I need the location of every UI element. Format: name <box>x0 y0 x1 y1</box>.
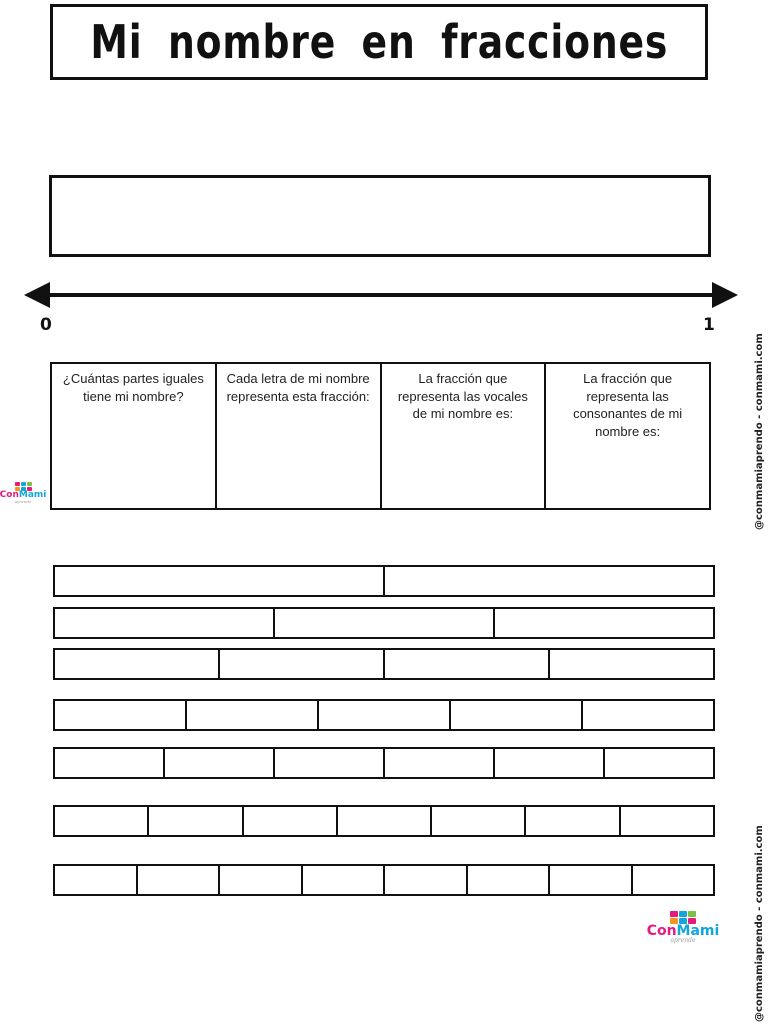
fraction-segment[interactable] <box>583 701 713 729</box>
fraction-segment[interactable] <box>165 749 275 777</box>
conmami-logo-left <box>0 481 47 504</box>
fraction-segment[interactable] <box>55 609 275 637</box>
fraction-segment[interactable] <box>385 749 495 777</box>
fraction-strip-eighths <box>53 864 715 896</box>
fraction-segment[interactable] <box>385 866 468 894</box>
logo-wordmark: ConMami <box>646 923 720 939</box>
fraction-segment[interactable] <box>220 650 385 678</box>
fraction-segment[interactable] <box>550 650 713 678</box>
fraction-strip-thirds <box>53 607 715 639</box>
side-credit-text-top: @conmamiaprendo - conmami.com <box>754 333 765 530</box>
fraction-segment[interactable] <box>495 749 605 777</box>
fraction-segment[interactable] <box>495 609 713 637</box>
fraction-strip-fifths <box>53 699 715 731</box>
question-letter-fraction-label: Cada letra de mi nombre representa esta fracción: <box>226 371 370 404</box>
conmami-logo-bottom <box>646 910 720 944</box>
fraction-segment[interactable] <box>319 701 451 729</box>
fraction-segment[interactable] <box>55 650 220 678</box>
number-line-end-label: 1 <box>703 315 715 335</box>
fraction-segment[interactable] <box>621 807 713 835</box>
fraction-segment[interactable] <box>526 807 620 835</box>
question-cell-vowels[interactable] <box>382 364 547 508</box>
question-cell-letter-fraction[interactable] <box>217 364 382 508</box>
fraction-segment[interactable] <box>55 567 385 595</box>
fraction-segment[interactable] <box>550 866 633 894</box>
fraction-segment[interactable] <box>385 567 713 595</box>
fraction-segment[interactable] <box>138 866 221 894</box>
side-credit-text-bottom: @conmamiaprendo - conmami.com <box>754 825 765 1022</box>
fraction-segment[interactable] <box>55 701 187 729</box>
fraction-segment[interactable] <box>55 807 149 835</box>
fraction-strip-sevenths <box>53 805 715 837</box>
question-cell-consonants[interactable] <box>546 364 709 508</box>
fraction-segment[interactable] <box>468 866 551 894</box>
logo-subtitle: aprende <box>14 499 32 504</box>
logo-wordmark: ConMami <box>0 490 47 500</box>
fraction-segment[interactable] <box>244 807 338 835</box>
fraction-segment[interactable] <box>220 866 303 894</box>
question-parts-label: ¿Cuántas partes iguales tiene mi nombre? <box>62 371 204 404</box>
question-consonants-label: La fracción que representa las consonantes de mi nombre es: <box>573 371 683 439</box>
question-vowels-label: La fracción que representa las vocales de mi nombre es: <box>397 371 528 422</box>
fraction-strip-sixths <box>53 747 715 779</box>
fraction-strip-halves <box>53 565 715 597</box>
fraction-segment[interactable] <box>55 749 165 777</box>
fraction-segment[interactable] <box>275 749 385 777</box>
logo-blocks-icon <box>668 910 698 924</box>
logo-subtitle: aprende <box>670 937 696 944</box>
fraction-segment[interactable] <box>385 650 550 678</box>
fraction-segment[interactable] <box>275 609 495 637</box>
right-arrow-icon <box>712 282 738 308</box>
fraction-segment[interactable] <box>338 807 432 835</box>
fraction-segment[interactable] <box>187 701 319 729</box>
fraction-segment[interactable] <box>451 701 583 729</box>
question-table <box>50 362 711 510</box>
title-box <box>50 4 708 80</box>
number-line-start-label: 0 <box>40 315 52 335</box>
fraction-strip-fourths <box>53 648 715 680</box>
left-arrow-icon <box>24 282 50 308</box>
fraction-segment[interactable] <box>432 807 526 835</box>
page-title: Mi nombre en fracciones <box>90 15 668 69</box>
fraction-segment[interactable] <box>633 866 714 894</box>
fraction-segment[interactable] <box>55 866 138 894</box>
number-line <box>24 280 738 310</box>
fraction-segment[interactable] <box>149 807 243 835</box>
name-input-box[interactable] <box>49 175 711 257</box>
question-cell-parts[interactable] <box>52 364 217 508</box>
fraction-segment[interactable] <box>303 866 386 894</box>
fraction-segment[interactable] <box>605 749 713 777</box>
